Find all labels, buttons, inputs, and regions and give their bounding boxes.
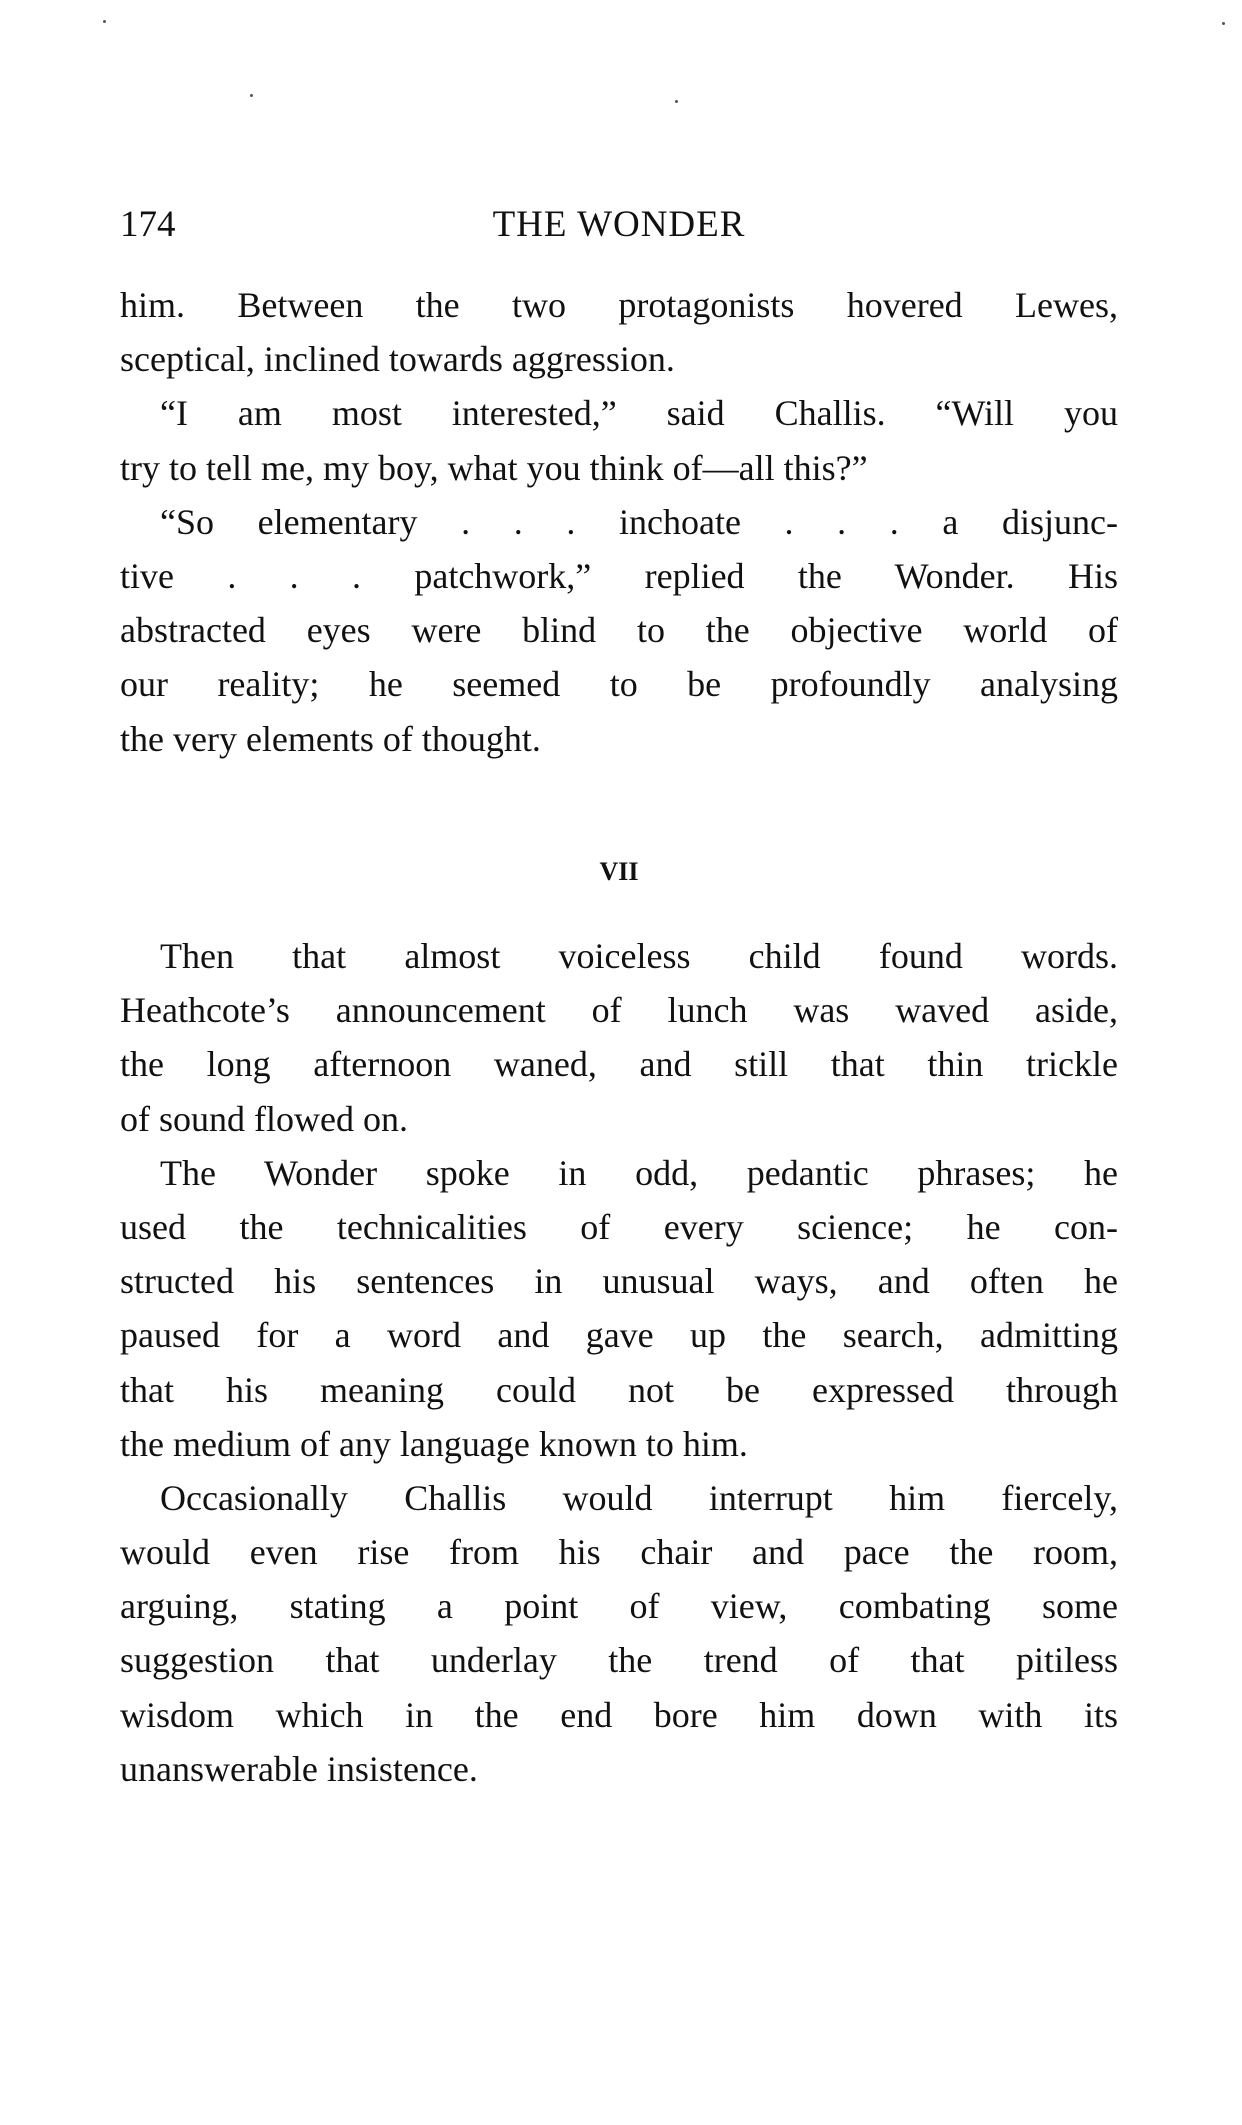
scan-speck <box>675 100 678 103</box>
scan-speck <box>103 20 106 23</box>
text-line: Heathcote’s announcement of lunch was waved aside, <box>120 990 1118 1031</box>
text-line: Then that almost voiceless child found words. <box>160 936 1118 976</box>
text-line: that his meaning could not be expressed through <box>120 1369 1118 1410</box>
text-line: our reality; he seemed to be profoundly analysing <box>120 664 1118 705</box>
text-line: unanswerable insistence. <box>120 1748 478 1789</box>
text-line: arguing, stating a point of view, combating some <box>120 1586 1118 1627</box>
text-line: used the technicalities of every science; he con- <box>120 1206 1118 1247</box>
text-line: The Wonder spoke in odd, pedantic phrases; he <box>160 1152 1118 1193</box>
page-header <box>120 198 1118 252</box>
text-line: suggestion that underlay the trend of that pitiless <box>120 1640 1118 1681</box>
text-line: try to tell me, my boy, what you think of—all this?” <box>120 447 868 488</box>
text-line: “I am most interested,” said Challis. “Will you <box>160 393 1118 434</box>
section-heading: VII <box>599 857 639 886</box>
text-line: the very elements of thought. <box>120 718 541 759</box>
text-line: the long afternoon waned, and still that thin trickle <box>120 1044 1118 1085</box>
scan-speck <box>1222 22 1225 25</box>
text-line: Occasionally Challis would interrupt him fiercely, <box>160 1477 1118 1518</box>
text-line: of sound flowed on. <box>120 1098 408 1139</box>
text-line: the medium of any language known to him. <box>120 1423 748 1464</box>
scan-speck <box>250 94 253 97</box>
page-number: 174 <box>120 204 176 245</box>
text-block-after <box>120 929 1118 1796</box>
text-line: structed his sentences in unusual ways, and often he <box>120 1261 1118 1302</box>
text-block-before <box>120 278 1118 766</box>
text-line: him. Between the two protagonists hovered Lewes, <box>120 285 1118 325</box>
text-line: wisdom which in the end bore him down with its <box>120 1694 1118 1735</box>
text-line: tive . . . patchwork,” replied the Wonder. His <box>120 555 1118 596</box>
text-line: paused for a word and gave up the search, admitting <box>120 1315 1118 1356</box>
running-title: THE WONDER <box>492 204 746 245</box>
text-line: would even rise from his chair and pace the room, <box>120 1532 1118 1573</box>
text-line: abstracted eyes were blind to the objective world of <box>120 610 1118 651</box>
text-line: sceptical, inclined towards aggression. <box>120 339 675 380</box>
text-line: “So elementary . . . inchoate . . . a disjunc- <box>160 501 1118 542</box>
